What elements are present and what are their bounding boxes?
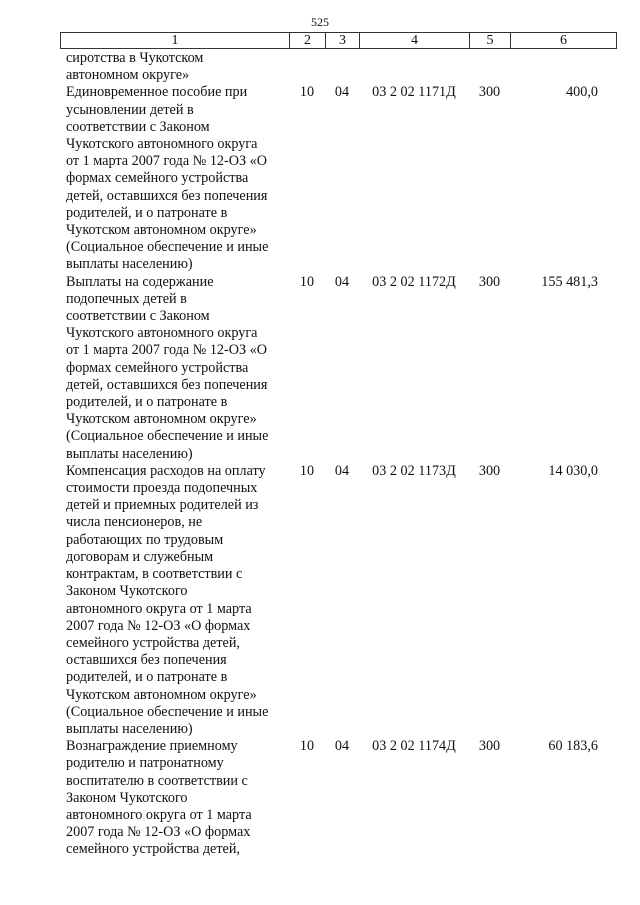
- text-line: сиротства в Чукотском: [66, 50, 204, 66]
- expense-type-cell: 300: [478, 273, 501, 290]
- section-cell: 10: [299, 462, 315, 479]
- row-description: [60, 274, 289, 463]
- header-col-2: 2: [290, 33, 326, 49]
- text-line: формах семейного устройства: [66, 170, 249, 187]
- text-line: Законом Чукотского: [66, 789, 188, 806]
- text-line: (Социальное обеспечение и иные: [66, 239, 269, 256]
- text-line: выплаты населению): [66, 256, 193, 273]
- text-line: Чукотского автономного округа: [66, 325, 258, 342]
- table-row: [60, 738, 616, 858]
- target-article-cell: 03 2 02 1171Д: [372, 84, 456, 101]
- text-line: автономного округа от 1 марта: [66, 806, 252, 823]
- text-line: подопечных детей в: [66, 290, 187, 307]
- text-line: Чукотском автономном округе»: [66, 411, 257, 428]
- row-description: [60, 463, 289, 738]
- text-line: родителей, и о патронате в: [66, 669, 228, 686]
- target-article-cell: 03 2 02 1172Д: [372, 273, 456, 290]
- table-row: [60, 84, 616, 273]
- section-cell: 10: [299, 738, 315, 755]
- text-line: детей и приемных родителей из: [66, 497, 259, 514]
- text-line: соответствии с Законом: [66, 308, 210, 325]
- text-line: (Социальное обеспечение и иные: [66, 428, 269, 445]
- text-line: Законом Чукотского: [66, 583, 188, 600]
- text-line: стоимости проезда подопечных: [66, 480, 258, 497]
- target-article-cell: 03 2 02 1173Д: [372, 462, 456, 479]
- header-col-5: 5: [470, 33, 511, 49]
- amount-cell: 155 481,3: [541, 273, 598, 290]
- page-number: 525: [311, 15, 329, 29]
- text-line: числа пенсионеров, не: [66, 514, 203, 531]
- table-body: [60, 50, 616, 859]
- text-line: родителей, и о патронате в: [66, 394, 228, 411]
- text-line: от 1 марта 2007 года № 12-ОЗ «О: [66, 153, 267, 170]
- text-line: 2007 года № 12-ОЗ «О формах: [66, 617, 251, 634]
- text-line: формах семейного устройства: [66, 359, 249, 376]
- text-line: Чукотском автономном округе»: [66, 222, 257, 239]
- row-description: [60, 84, 289, 273]
- text-line: Единовременное пособие при: [66, 84, 248, 101]
- section-cell: 10: [299, 273, 315, 290]
- text-line: семейного устройства детей,: [66, 841, 240, 858]
- section-cell: 10: [299, 84, 315, 101]
- expense-type-cell: 300: [478, 84, 501, 101]
- amount-cell: 60 183,6: [548, 738, 598, 755]
- text-line: оставшихся без попечения: [66, 652, 227, 669]
- text-line: Выплаты на содержание: [66, 273, 214, 290]
- text-line: 2007 года № 12-ОЗ «О формах: [66, 824, 251, 841]
- text-line: семейного устройства детей,: [66, 634, 240, 651]
- table-row: [60, 274, 616, 463]
- text-line: соответствии с Законом: [66, 118, 210, 135]
- text-line: родителей, и о патронате в: [66, 204, 228, 221]
- text-line: выплаты населению): [66, 445, 193, 462]
- table-row: [60, 463, 616, 738]
- amount-cell: 14 030,0: [548, 462, 598, 479]
- continuation-text: [60, 50, 289, 84]
- continuation-row: [60, 50, 616, 84]
- table-header: [60, 32, 617, 49]
- subsection-cell: 04: [334, 462, 350, 479]
- expense-type-cell: 300: [478, 462, 501, 479]
- row-description: [60, 738, 289, 858]
- header-col-3: 3: [326, 33, 360, 49]
- text-line: автономном округе»: [66, 67, 190, 84]
- text-line: Вознаграждение приемному: [66, 738, 238, 755]
- header-col-4: 4: [360, 33, 470, 49]
- subsection-cell: 04: [334, 84, 350, 101]
- text-line: Чукотском автономном округе»: [66, 686, 257, 703]
- subsection-cell: 04: [334, 738, 350, 755]
- text-line: (Социальное обеспечение и иные: [66, 703, 269, 720]
- text-line: детей, оставшихся без попечения: [66, 187, 268, 204]
- header-col-6: 6: [511, 33, 617, 49]
- text-line: работающих по трудовым: [66, 531, 224, 548]
- text-line: детей, оставшихся без попечения: [66, 376, 268, 393]
- text-line: от 1 марта 2007 года № 12-ОЗ «О: [66, 342, 267, 359]
- text-line: договорам и служебным: [66, 548, 214, 565]
- text-line: Чукотского автономного округа: [66, 136, 258, 153]
- text-line: усыновлении детей в: [66, 101, 194, 118]
- subsection-cell: 04: [334, 273, 350, 290]
- text-line: выплаты населению): [66, 720, 193, 737]
- amount-cell: 400,0: [566, 84, 598, 101]
- text-line: родителю и патронатному: [66, 755, 224, 772]
- header-col-1: 1: [61, 33, 290, 49]
- text-line: Компенсация расходов на оплату: [66, 462, 266, 479]
- expense-type-cell: 300: [478, 738, 501, 755]
- target-article-cell: 03 2 02 1174Д: [372, 738, 456, 755]
- text-line: воспитателю в соответствии с: [66, 772, 248, 789]
- text-line: контрактам, в соответствии с: [66, 566, 243, 583]
- text-line: автономного округа от 1 марта: [66, 600, 252, 617]
